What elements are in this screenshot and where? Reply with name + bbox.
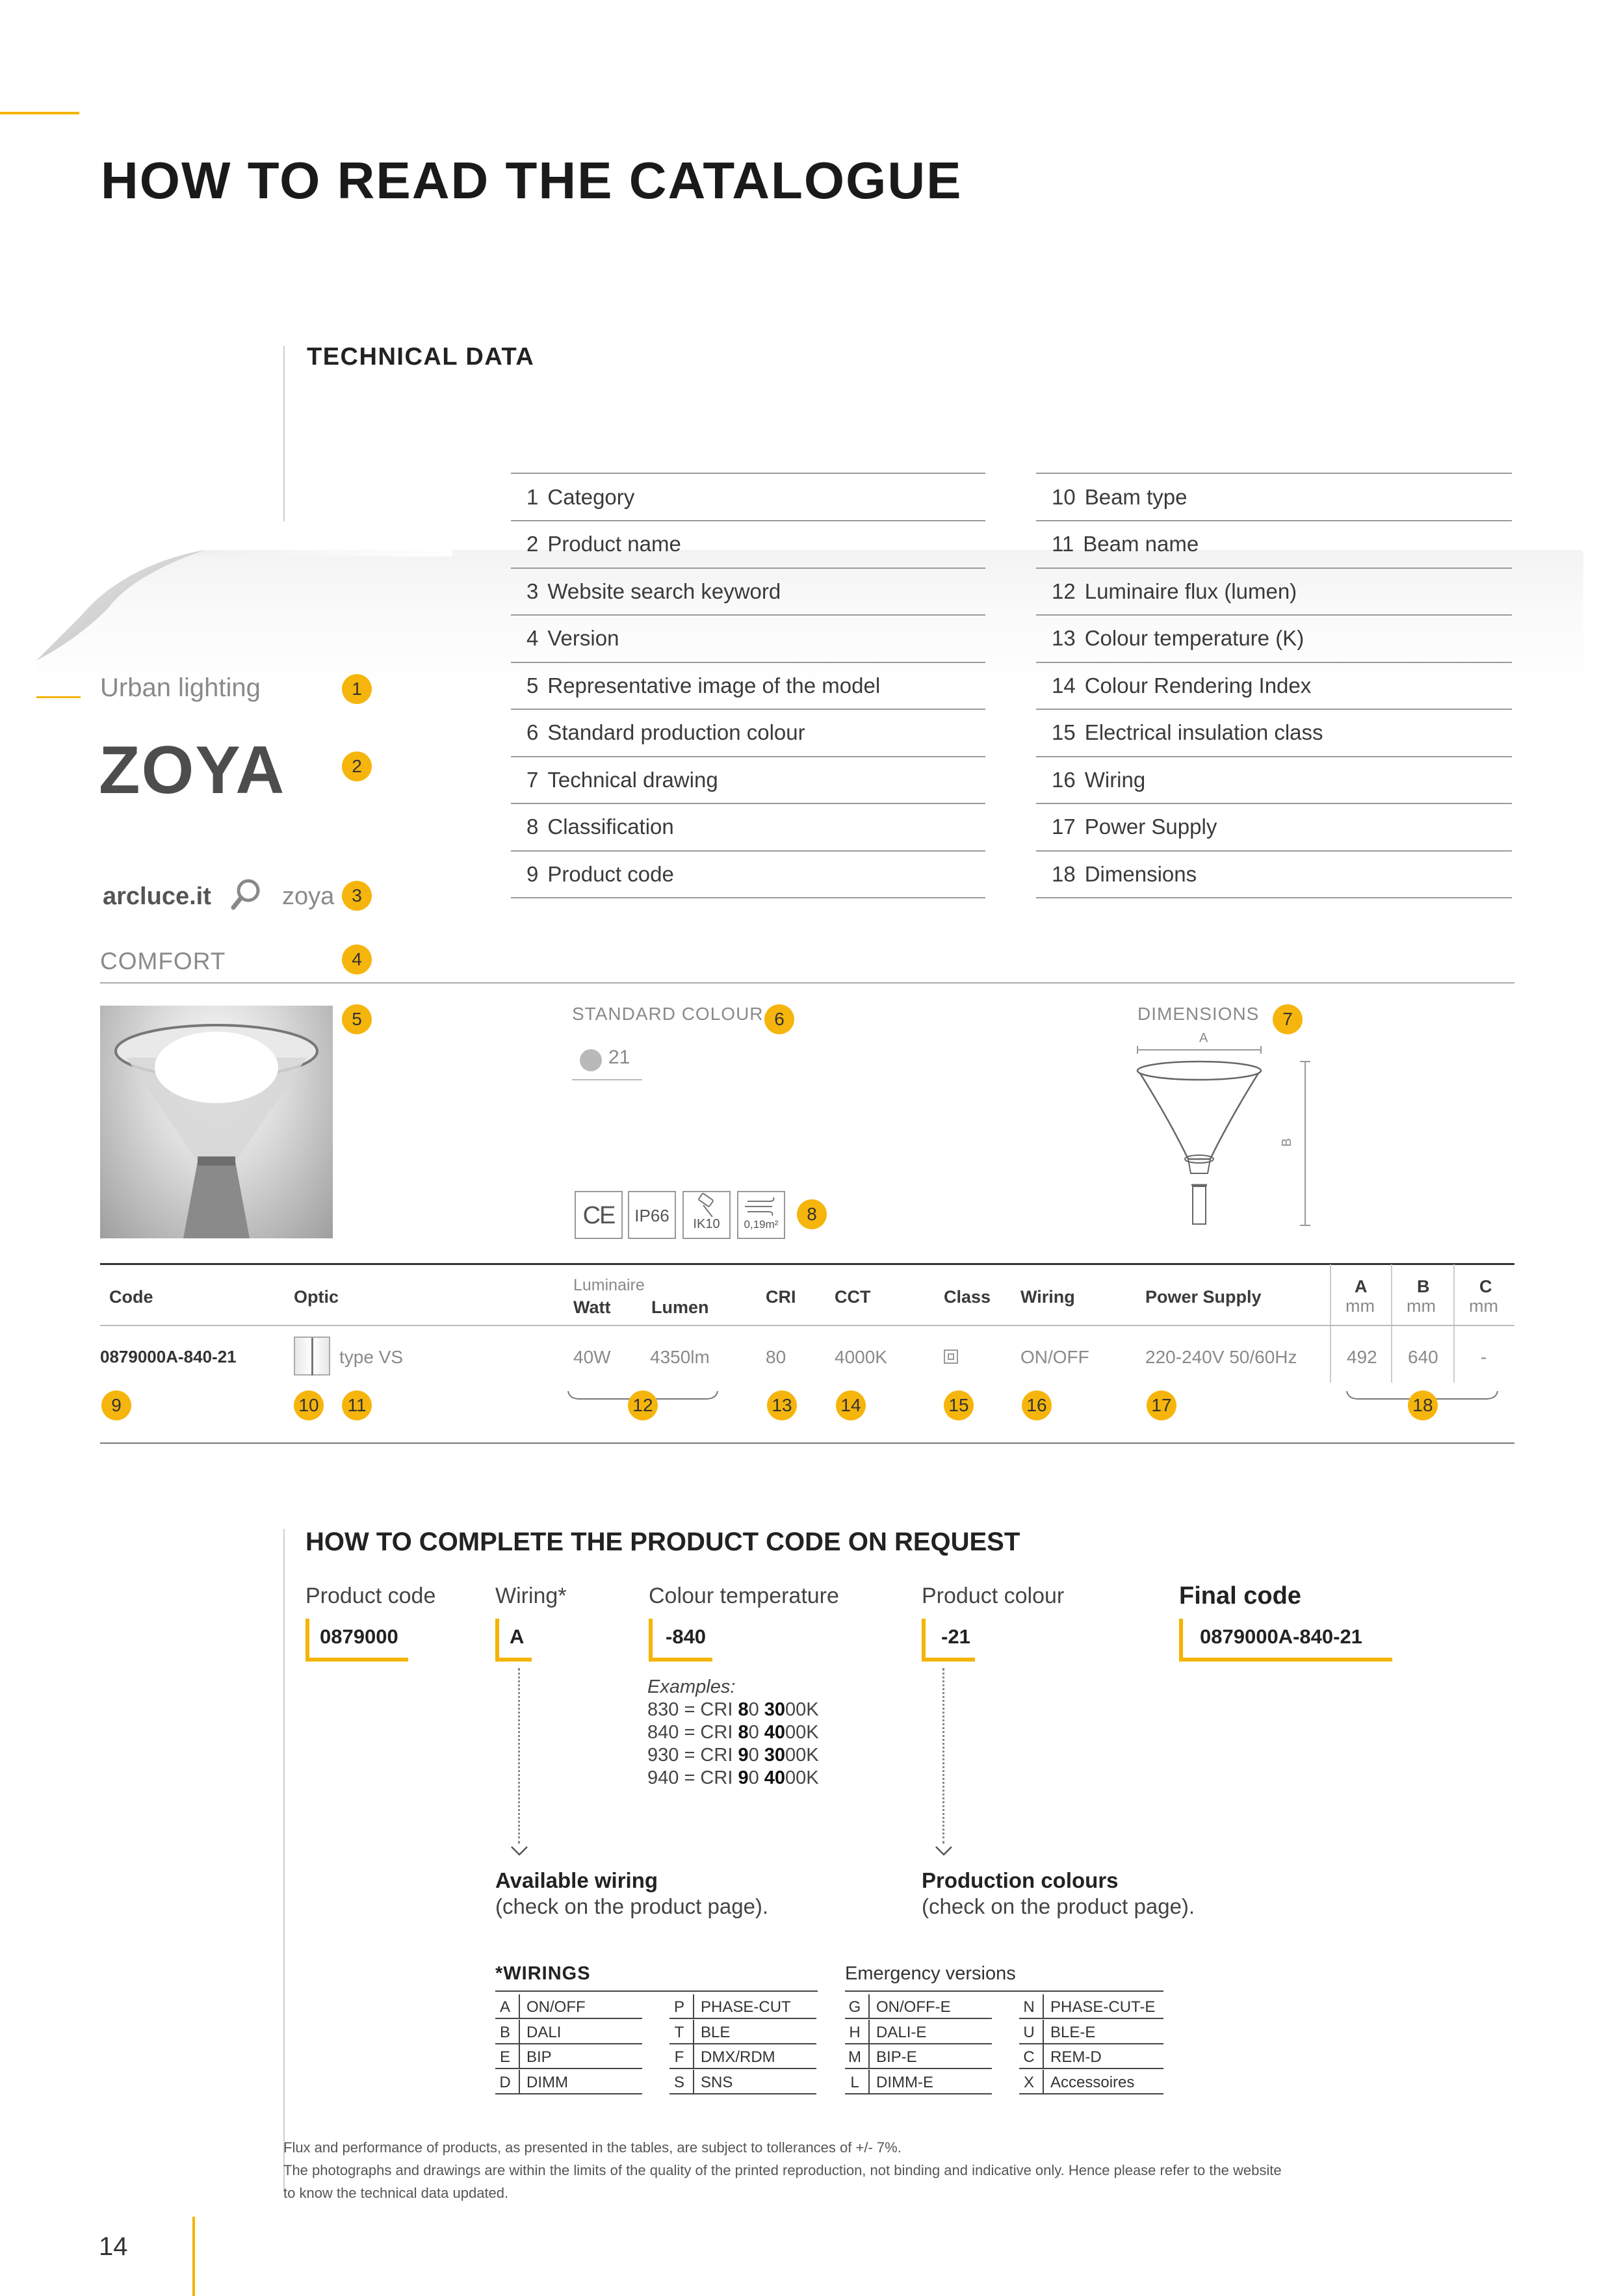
- section-divider: [283, 346, 285, 521]
- callout-8: 8: [797, 1199, 827, 1229]
- part-label-product-colour: Product colour: [922, 1584, 1065, 1608]
- wiring-name: SNS: [701, 2073, 733, 2091]
- example-part: 30: [764, 1745, 786, 1766]
- wiring-name: DMX/RDM: [701, 2048, 775, 2066]
- callout-14: 14: [836, 1390, 866, 1420]
- wiring-code: B: [499, 2023, 510, 2041]
- definition-row: [511, 851, 985, 898]
- wiring-separator: [693, 1994, 694, 2019]
- definition-number: 9: [526, 861, 539, 886]
- definition-label: Dimensions: [1084, 861, 1197, 886]
- definition-number: 12: [1052, 579, 1076, 603]
- example-part: 0: [748, 1768, 764, 1788]
- definition-number: 8: [526, 815, 539, 839]
- example-part: 830 = CRI: [647, 1699, 738, 1720]
- definition-row: [1036, 710, 1512, 757]
- wiring-name: ON/OFF: [526, 1998, 586, 2016]
- definition-label: Wiring: [1084, 767, 1146, 792]
- wiring-code: A: [499, 1998, 510, 2016]
- definition-label: Website search keyword: [547, 579, 781, 603]
- production-colours-title: Production colours: [922, 1868, 1119, 1892]
- example-line: [647, 1721, 819, 1744]
- col-a-unit: mm: [1345, 1296, 1375, 1316]
- col-c: C: [1479, 1277, 1492, 1296]
- page-number: 14: [99, 2232, 128, 2261]
- definition-row: [511, 662, 985, 710]
- code-value: 0879000: [320, 1625, 398, 1648]
- callout-17: 17: [1147, 1390, 1176, 1420]
- technical-drawing: [1131, 1043, 1313, 1232]
- section-divider: [283, 1529, 285, 2192]
- callout-6: 6: [764, 1004, 794, 1034]
- part-label-wiring: Wiring*: [495, 1584, 567, 1608]
- definition-row: [511, 521, 985, 569]
- cell-lumen: 4350lm: [650, 1347, 710, 1367]
- code-box-final: [1179, 1619, 1392, 1662]
- definition-label: Colour Rendering Index: [1084, 673, 1312, 698]
- wiring-code: C: [1023, 2048, 1035, 2066]
- wiring-code: G: [848, 1998, 861, 2016]
- definition-number: 2: [526, 532, 539, 556]
- wiring-code: D: [499, 2073, 511, 2091]
- wiring-separator: [693, 2020, 694, 2044]
- wiring-code: E: [499, 2048, 510, 2066]
- cell-code: 0879000A-840-21: [100, 1347, 237, 1366]
- definition-label: Classification: [547, 815, 674, 839]
- wiring-row: [495, 2070, 642, 2094]
- callout-12: 12: [628, 1390, 658, 1420]
- definition-label: Standard production colour: [547, 720, 805, 744]
- definition-row: [511, 616, 985, 663]
- optic-icon: [294, 1337, 330, 1376]
- example-line: [647, 1699, 819, 1721]
- definition-number: 18: [1052, 861, 1076, 886]
- wiring-separator: [1043, 2070, 1044, 2094]
- wiring-code: L: [850, 2073, 859, 2091]
- dim-a-label: A: [1199, 1031, 1208, 1045]
- wiring-name: PHASE-CUT-E: [1050, 1998, 1156, 2016]
- cell-b: 640: [1408, 1347, 1438, 1367]
- wiring-code: X: [1023, 2073, 1034, 2091]
- callout-18: 18: [1408, 1390, 1438, 1420]
- definition-number: 5: [526, 673, 539, 698]
- wiring-row: [1019, 1994, 1163, 2019]
- header-divider: [100, 1325, 1514, 1326]
- emergency-heading: Emergency versions: [845, 1963, 1016, 1984]
- col-class: Class: [944, 1287, 991, 1307]
- example-part: 9: [738, 1745, 749, 1766]
- col-lumen: Lumen: [651, 1298, 709, 1317]
- wiring-separator: [868, 2020, 870, 2044]
- col-a: A: [1355, 1277, 1368, 1296]
- definition-number: 14: [1052, 673, 1076, 698]
- footnote-line: to know the technical data updated.: [283, 2185, 509, 2201]
- part-label-colour-temp: Colour temperature: [649, 1584, 839, 1608]
- ik-rating: IK10: [693, 1217, 720, 1231]
- chevron-down-icon: [934, 1845, 954, 1858]
- definition-row: [511, 474, 985, 521]
- callout-1: 1: [342, 674, 372, 704]
- wiring-separator: [519, 1994, 520, 2019]
- category-accent-line: [36, 696, 81, 698]
- wiring-code: M: [848, 2048, 861, 2066]
- cell-cct: 4000K: [835, 1347, 887, 1367]
- chevron-down-icon: [510, 1845, 529, 1858]
- definition-row: [1036, 851, 1512, 898]
- footnote-line: The photographs and drawings are within the limits of the quality of the printed reproduction, not binding and indicative only. Hence please refer to the website: [283, 2162, 1282, 2178]
- col-c-unit: mm: [1469, 1296, 1498, 1316]
- callout-11: 11: [342, 1390, 372, 1420]
- example-part: 30: [764, 1699, 786, 1720]
- production-colours-sub: (check on the product page).: [922, 1894, 1195, 1918]
- wiring-row: [845, 1994, 992, 2019]
- available-wiring-sub: (check on the product page).: [495, 1894, 769, 1918]
- colour-swatch: [580, 1049, 602, 1071]
- wiring-name: Accessoires: [1050, 2073, 1135, 2091]
- code-box-wiring: [495, 1619, 532, 1662]
- cell-c: -: [1481, 1347, 1487, 1367]
- definition-row: [511, 757, 985, 804]
- wiring-separator: [868, 2044, 870, 2069]
- definition-label: Category: [547, 484, 635, 509]
- wiring-name: DALI: [526, 2023, 562, 2041]
- code-box-colour-temp: [649, 1619, 712, 1662]
- example-part: 40: [764, 1768, 786, 1788]
- code-box-product: [305, 1619, 408, 1662]
- wiring-code: T: [674, 2023, 684, 2041]
- definition-row: [1036, 521, 1512, 569]
- wiring-separator: [693, 2044, 694, 2069]
- dim-b-label: B: [1280, 1138, 1295, 1147]
- wind-area: 0,19m²: [744, 1218, 779, 1231]
- example-part: 840 = CRI: [647, 1722, 738, 1743]
- callout-13: 13: [767, 1390, 797, 1420]
- dimensions-label: DIMENSIONS: [1137, 1004, 1260, 1024]
- wiring-row: [495, 1994, 642, 2019]
- technical-data-heading: TECHNICAL DATA: [307, 343, 535, 371]
- ik-rating-badge: [682, 1191, 731, 1239]
- page-title: HOW TO READ THE CATALOGUE: [101, 151, 963, 209]
- wiring-row: [669, 1994, 816, 2019]
- definition-label: Representative image of the model: [547, 673, 881, 698]
- cell-a: 492: [1347, 1347, 1377, 1367]
- product-image: [100, 1006, 333, 1238]
- definition-row: [511, 804, 985, 852]
- wiring-separator: [519, 2020, 520, 2044]
- divider: [100, 982, 1514, 984]
- wiring-row: [1019, 2070, 1163, 2094]
- example-line: [647, 1767, 819, 1790]
- table-bottom-line: [100, 1442, 1514, 1444]
- wiring-name: BLE: [701, 2023, 731, 2041]
- wiring-separator: [693, 2070, 694, 2094]
- cell-wiring: ON/OFF: [1020, 1347, 1089, 1367]
- definition-label: Beam name: [1083, 532, 1199, 556]
- col-cri: CRI: [766, 1287, 796, 1307]
- class-ii-icon: [944, 1350, 958, 1364]
- definition-number: 6: [526, 720, 539, 744]
- example-part: 40: [764, 1722, 786, 1743]
- wiring-separator: [1043, 1994, 1044, 2019]
- wiring-name: BIP-E: [876, 2048, 917, 2066]
- wiring-separator: [868, 2070, 870, 2094]
- wiring-separator: [868, 1994, 870, 2019]
- example-part: 930 = CRI: [647, 1745, 738, 1766]
- wirings-heading-line: [495, 1990, 818, 1992]
- definition-label: Colour temperature (K): [1084, 626, 1305, 650]
- definition-number: 16: [1052, 767, 1076, 792]
- callout-3: 3: [342, 881, 372, 911]
- definition-row: [1036, 804, 1512, 852]
- page-curl-icon: [36, 550, 452, 667]
- top-accent-line: [0, 112, 79, 114]
- wiring-separator: [1043, 2044, 1044, 2069]
- definition-number: 4: [526, 626, 539, 650]
- dim-col-divider: [1453, 1264, 1455, 1383]
- col-optic: Optic: [294, 1287, 339, 1307]
- wiring-row: [495, 2044, 642, 2069]
- ce-mark: CE: [575, 1191, 623, 1239]
- wiring-code: U: [1023, 2023, 1035, 2041]
- version-label: COMFORT: [100, 948, 226, 974]
- definition-row: [511, 710, 985, 757]
- example-part: 0: [748, 1722, 764, 1743]
- category-label: Urban lighting: [100, 673, 261, 702]
- cell-watt: 40W: [573, 1347, 611, 1367]
- wiring-separator: [519, 2044, 520, 2069]
- definition-label: Product name: [547, 532, 681, 556]
- example-line: [647, 1744, 819, 1767]
- cell-cri: 80: [766, 1347, 786, 1367]
- ip-rating: IP66: [634, 1206, 669, 1225]
- footnote-line: Flux and performance of products, as presented in the tables, are subject to tollerances of +/- 7%.: [283, 2139, 902, 2156]
- col-b: B: [1417, 1277, 1430, 1296]
- standard-colour-label: STANDARD COLOUR: [572, 1004, 764, 1024]
- page-number-accent: [192, 2217, 195, 2296]
- ip-rating-badge: [628, 1191, 676, 1239]
- code-value: -21: [941, 1625, 970, 1648]
- definition-row: [1036, 474, 1512, 521]
- dim-col-divider: [1391, 1264, 1392, 1383]
- wiring-name: DALI-E: [876, 2023, 927, 2041]
- definition-number: 13: [1052, 626, 1076, 650]
- wiring-row: [495, 2020, 642, 2044]
- wiring-name: DIMM: [526, 2073, 568, 2091]
- example-part: 9: [738, 1768, 749, 1788]
- example-part: 8: [738, 1699, 749, 1720]
- definition-row: [1036, 616, 1512, 663]
- wiring-name: PHASE-CUT: [701, 1998, 791, 2016]
- wiring-code: S: [673, 2073, 684, 2091]
- callout-9: 9: [101, 1390, 131, 1420]
- dim-col-divider: [1330, 1264, 1331, 1383]
- definition-label: Technical drawing: [547, 767, 718, 792]
- definition-row: [1036, 757, 1512, 804]
- part-label-product-code: Product code: [305, 1584, 436, 1608]
- col-b-unit: mm: [1407, 1296, 1436, 1316]
- example-part: 00K: [785, 1699, 819, 1720]
- wiring-name: BLE-E: [1050, 2023, 1096, 2041]
- wiring-separator: [519, 2070, 520, 2094]
- product-code-heading: HOW TO COMPLETE THE PRODUCT CODE ON REQUEST: [305, 1528, 1020, 1556]
- table-top-line: [100, 1263, 1514, 1265]
- wiring-code: N: [1023, 1998, 1035, 2016]
- callout-16: 16: [1022, 1390, 1052, 1420]
- colour-code: 21: [608, 1047, 630, 1068]
- code-value: -840: [666, 1625, 707, 1648]
- wiring-name: REM-D: [1050, 2048, 1102, 2066]
- col-code: Code: [109, 1287, 153, 1307]
- website-label: arcluce.it: [103, 883, 211, 910]
- wiring-code: H: [849, 2023, 861, 2041]
- wiring-row: [669, 2070, 816, 2094]
- wiring-name: BIP: [526, 2048, 552, 2066]
- search-keyword: zoya: [282, 883, 335, 910]
- final-code-label: Final code: [1179, 1582, 1301, 1610]
- cell-power: 220-240V 50/60Hz: [1145, 1347, 1297, 1367]
- col-watt: Watt: [573, 1298, 611, 1317]
- definition-number: 10: [1052, 484, 1076, 509]
- wirings-heading: *WIRINGS: [495, 1963, 591, 1984]
- wiring-code: P: [673, 1998, 684, 2016]
- col-luminaire: Luminaire: [573, 1276, 645, 1294]
- wiring-row: [845, 2044, 992, 2069]
- wiring-name: ON/OFF-E: [876, 1998, 951, 2016]
- definition-number: 7: [526, 767, 539, 792]
- callout-5: 5: [342, 1004, 372, 1034]
- definition-number: 3: [526, 579, 539, 603]
- wind-icon: [738, 1192, 784, 1221]
- wiring-row: [1019, 2044, 1163, 2069]
- example-part: 0: [748, 1745, 764, 1766]
- example-part: 940 = CRI: [647, 1768, 738, 1788]
- definition-number: 11: [1052, 532, 1074, 556]
- wiring-row: [845, 2070, 992, 2094]
- available-wiring-title: Available wiring: [495, 1868, 658, 1892]
- wiring-row: [1019, 2020, 1163, 2044]
- wiring-code: F: [674, 2048, 684, 2066]
- code-value: A: [510, 1625, 525, 1648]
- example-part: 00K: [785, 1722, 819, 1743]
- definition-label: Electrical insulation class: [1084, 720, 1323, 744]
- example-part: 00K: [785, 1768, 819, 1788]
- definition-number: 17: [1052, 815, 1076, 839]
- wiring-name: DIMM-E: [876, 2073, 933, 2091]
- colour-underline: [572, 1079, 642, 1080]
- definition-number: 15: [1052, 720, 1076, 744]
- definition-number: 1: [526, 484, 539, 509]
- dotted-arrow-wiring: [518, 1668, 520, 1844]
- callout-2: 2: [342, 751, 372, 781]
- definition-row: [1036, 662, 1512, 710]
- example-part: 8: [738, 1722, 749, 1743]
- product-name: ZOYA: [99, 733, 286, 808]
- callout-7: 7: [1273, 1004, 1303, 1034]
- examples-title: Examples:: [647, 1676, 736, 1697]
- callout-10: 10: [294, 1390, 324, 1420]
- final-code-value: 0879000A-840-21: [1200, 1625, 1362, 1648]
- definition-label: Power Supply: [1084, 815, 1217, 839]
- col-power: Power Supply: [1145, 1287, 1262, 1307]
- example-part: 00K: [785, 1745, 819, 1766]
- wiring-row: [669, 2020, 816, 2044]
- dotted-arrow-colour: [942, 1668, 944, 1844]
- callout-15: 15: [944, 1390, 974, 1420]
- examples: [647, 1676, 819, 1790]
- footnote: [283, 2136, 1282, 2204]
- col-cct: CCT: [835, 1287, 871, 1307]
- callout-4: 4: [342, 945, 372, 974]
- search-icon: [230, 878, 263, 911]
- definition-label: Luminaire flux (lumen): [1084, 579, 1297, 603]
- code-box-product-colour: [922, 1619, 975, 1662]
- wind-area-badge: [737, 1191, 785, 1239]
- col-wiring: Wiring: [1020, 1287, 1075, 1307]
- cell-optic: type VS: [339, 1347, 404, 1367]
- wiring-row: [845, 2020, 992, 2044]
- wiring-row: [669, 2044, 816, 2069]
- definition-label: Product code: [547, 861, 674, 886]
- wiring-separator: [1043, 2020, 1044, 2044]
- emergency-heading-line: [845, 1990, 1163, 1992]
- definition-row: [1036, 568, 1512, 616]
- definition-label: Beam type: [1084, 484, 1188, 509]
- example-part: 0: [748, 1699, 764, 1720]
- definition-label: Version: [547, 626, 619, 650]
- definition-row: [511, 568, 985, 616]
